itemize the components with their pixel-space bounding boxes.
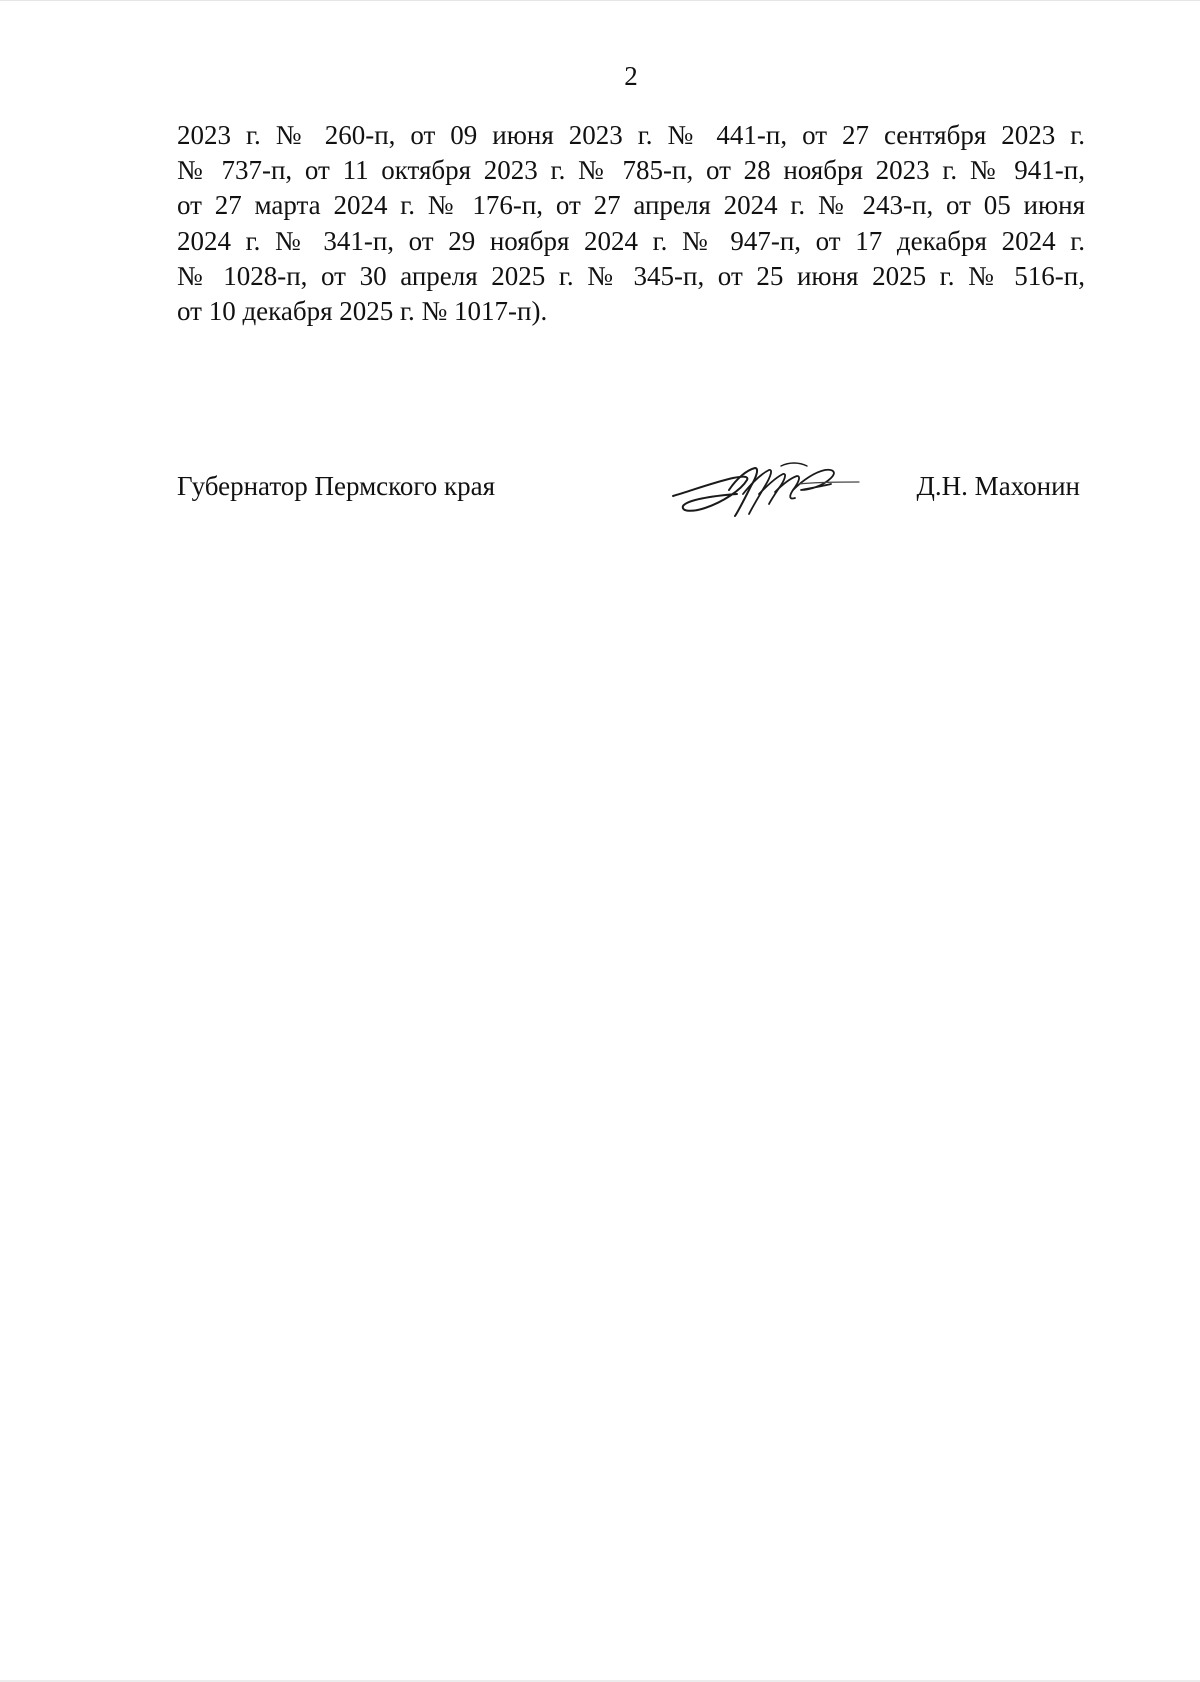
body-line: от 27 марта 2024 г. № 176-п, от 27 апреля 2024 г. № 243-п, от 05 июня [177, 190, 1085, 221]
handwritten-signature [671, 460, 861, 520]
page-number: 2 [624, 61, 638, 91]
signer-position: Губернатор Пермского края [177, 471, 496, 501]
signature-block [177, 468, 1080, 528]
body-line: от 10 декабря 2025 г. № 1017-п). [177, 295, 548, 326]
body-line: № 1028-п, от 30 апреля 2025 г. № 345-п, от 25 июня 2025 г. № 516-п, [177, 260, 1085, 291]
scan-edge-top [0, 0, 1200, 1]
signer-name: Д.Н. Махонин [916, 471, 1080, 501]
body-line: 2024 г. № 341-п, от 29 ноября 2024 г. № 947-п, от 17 декабря 2024 г. [177, 225, 1085, 256]
body-line: 2023 г. № 260-п, от 09 июня 2023 г. № 441-п, от 27 сентября 2023 г. [177, 120, 1085, 150]
body-paragraph [177, 118, 1085, 329]
body-line: № 737-п, от 11 октября 2023 г. № 785-п, от 28 ноября 2023 г. № 941-п, [177, 155, 1085, 186]
